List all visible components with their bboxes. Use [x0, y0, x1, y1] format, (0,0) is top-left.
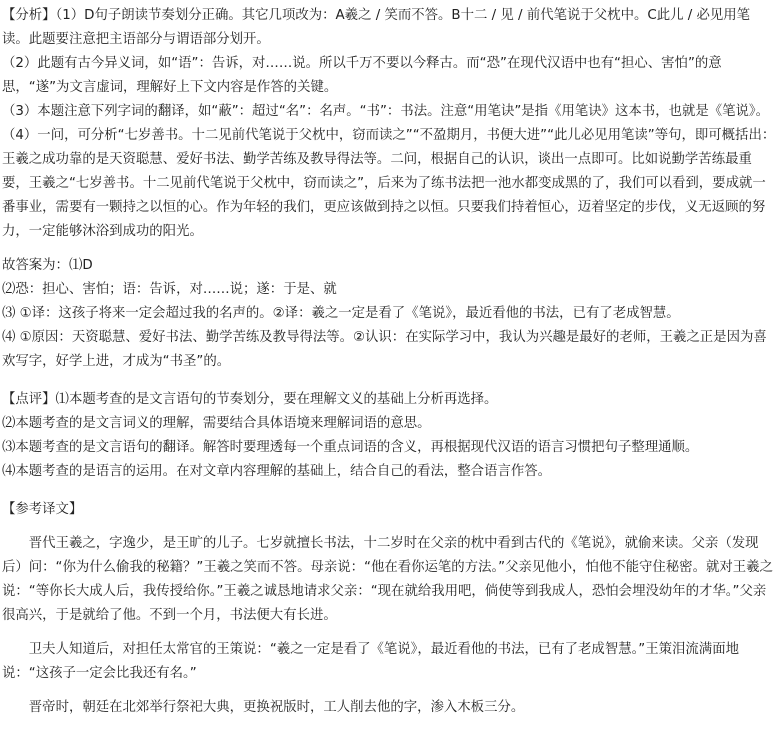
analysis-paragraph: （2）此题有古今异义词，如“语”：告诉，对……说。所以千万不要以今释古。而“恐”在现代汉语中也有“担心、害怕”的意思，“遂”为文言虚词，理解好上下文内容是作答的关键。 — [2, 56, 722, 95]
answers-section — [2, 254, 776, 374]
translation-paragraph: 晋帝时，朝廷在北郊举行祭祀大典，更换祝版时，工人削去他的字，渗入木板三分。 — [28, 700, 525, 715]
translation-section — [2, 498, 776, 720]
analysis-paragraph: 【分析】（1）D句子朗读节奏划分正确。其它几项改为：A羲之 / 笑而不答。B十二 / 见 / 前代笔说于父枕中。C此儿 / 必见用笔读。此题要注意把主语部分与谓语部分划开。 — [2, 8, 751, 47]
comments-section — [2, 388, 776, 484]
comment-line: ⑶本题考查的是文言语句的翻译。解答时要理透每一个重点词语的含义，再根据现代汉语的语言习惯把句子整理通顺。 — [2, 440, 699, 455]
answer-line: ⑵恐：担心、害怕；语：告诉，对……说；遂：于是、就 — [2, 282, 337, 297]
translation-paragraph: 卫夫人知道后，对担任太常官的王策说：“羲之一定是看了《笔说》，最近看他的书法，已有了老成智慧。”王策泪流满面地说：“这孩子一定会比我还有名。” — [2, 642, 739, 681]
answer-line: 故答案为：⑴D — [2, 258, 93, 273]
comment-line: ⑷本题考查的是语言的运用。在对文章内容理解的基础上，结合自己的看法，整合语言作答。 — [2, 464, 552, 479]
translation-heading: 【参考译文】 — [2, 502, 83, 517]
analysis-section — [2, 4, 776, 244]
comment-line: 【点评】⑴本题考查的是文言语句的节奏划分，要在理解文义的基础上分析再选择。 — [2, 392, 498, 407]
answer-line: ⑷ ①原因：天资聪慧、爱好书法、勤学苦练及教导得法等。②认识：在实际学习中，我认为兴趣是最好的老师，王羲之正是因为喜欢写字，好学上进，才成为“书圣”的。 — [2, 330, 767, 369]
analysis-paragraph: （4）一问，可分析“七岁善书。十二见前代笔说于父枕中，窃而读之”“不盈期月，书便大进”“此儿必见用笔读”等句，即可概括出：王羲之成功靠的是天资聪慧、爱好书法、勤学苦练及教导得法等。二问，根据自己的认识，谈出一点即可。比如说勤学苦练最重要，王羲之“七岁善书。十二见前代笔说于父枕中，窃而读之”，后来为了练书法把一池水都变成黑的了，我们可以看到，要成就一番事业，需要有一颗持之以恒的心。作为年轻的我们，更应该做到持之以恒。只要我们持着恒心，迈着坚定的步伐，义无返顾的努力，一定能够沐浴到成功的阳光。 — [2, 128, 776, 239]
analysis-paragraph: （3）本题注意下列字词的翻译，如“蔽”：超过“名”：名声。“书”：书法。注意“用笔诀”是指《用笔诀》这本书，也就是《笔说》。 — [2, 104, 770, 119]
answer-line: ⑶ ①译：这孩子将来一定会超过我的名声的。②译：羲之一定是看了《笔说》，最近看他的书法，已有了老成智慧。 — [2, 306, 680, 321]
translation-paragraph: 晋代王羲之，字逸少，是王旷的儿子。七岁就擅长书法，十二岁时在父亲的枕中看到古代的《笔说》，就偷来读。父亲（发现后）问：“你为什么偷我的秘籍？”王羲之笑而不答。母亲说：“他在看你运笔的方法。”父亲见他小，怕他不能守住秘密。就对王羲之说：“等你长大成人后，我传授给你。”王羲之诚恳地请求父亲：“现在就给我用吧，倘使等到我成人，恐怕会埋没幼年的才华。”父亲很高兴，于是就给了他。不到一个月，书法便大有长进。 — [2, 536, 773, 623]
comment-line: ⑵本题考查的是文言词义的理解，需要结合具体语境来理解词语的意思。 — [2, 416, 431, 431]
